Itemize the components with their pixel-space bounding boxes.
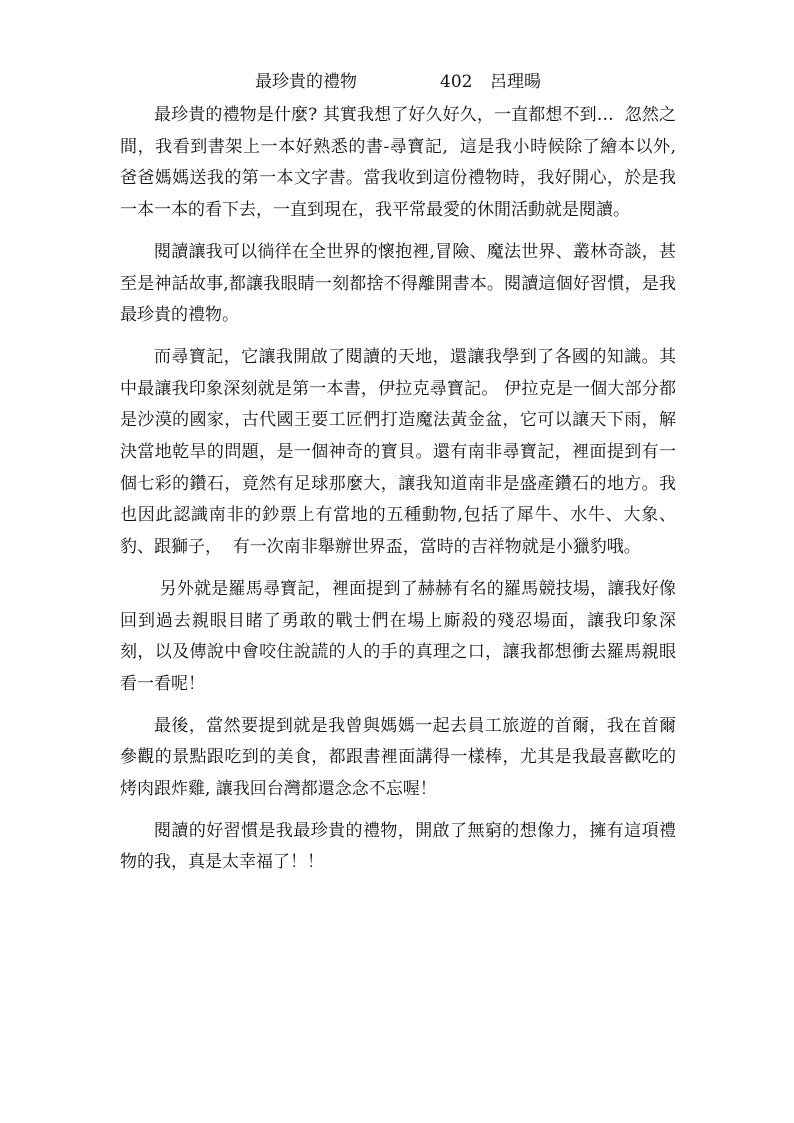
paragraph-1: 最珍貴的禮物是什麼? 其實我想了好久好久，一直都想不到… 忽然之間，我看到書架上一本好熟悉的書-尋寶記, 這是我小時候除了繪本以外, 爸爸媽媽送我的第一本文字書。當我收到這份禮物時，我好開心，於是我一本一本的看下去，一直到現在，我平常最愛的休閒活動就是閱讀。 (120, 105, 687, 221)
paragraph-5: 最後，當然要提到就是我曾與媽媽一起去員工旅遊的首爾，我在首爾參觀的景點跟吃到的美食，都跟書裡面講得一樣棒，尤其是我最喜歡吃的烤肉跟炸雞, 讓我回台灣都還念念不忘喔！ (120, 715, 676, 800)
paragraph-3: 而尋寶記，它讓我開啟了閱讀的天地，還讓我學到了各國的知識。其中最讓我印象深刻就是第一本書，伊拉克尋寶記。 伊拉克是一個大部分都是沙漠的國家，古代國王要工匠們打造魔法黃金盆，它可以讓天下雨，解決當地乾旱的問題，是一個神奇的寶貝。還有南非尋寶記，裡面提到有一個七彩的鑽石，竟然有足球那麼大，讓我知道南非是盛產鑽石的地方。我也因此認識南非的鈔票上有當地的五種動物,包括了犀牛、水牛、大象、豹、跟獅子， 有一次南非舉辦世界盃，當時的吉祥物就是小獵豹哦。 (120, 346, 676, 558)
title-line (0, 70, 794, 94)
class-number: 402 (440, 72, 473, 92)
paragraph-6: 閱讀的好習慣是我最珍貴的禮物，開啟了無窮的想像力，擁有這項禮物的我，真是太幸福了！！ (120, 820, 676, 873)
essay-body (120, 100, 687, 879)
author-name: 呂理暘 (490, 72, 541, 92)
paragraph-4: 另外就是羅馬尋寶記，裡面提到了赫赫有名的羅馬競技場，讓我好像回到過去親眼目睹了勇敢的戰士們在場上廝殺的殘忍場面，讓我印象深刻，以及傳說中會咬住說謊的人的手的真理之口，讓我都想衝去羅馬親眼看一看呢！ (120, 578, 676, 694)
essay-title: 最珍貴的禮物 (255, 72, 357, 92)
paragraph-2: 閱讀讓我可以徜徉在全世界的懷抱裡,冒險、魔法世界、叢林奇談，甚至是神話故事,都讓我眼睛一刻都捨不得離開書本。閱讀這個好習慣，是我最珍貴的禮物。 (120, 241, 676, 326)
